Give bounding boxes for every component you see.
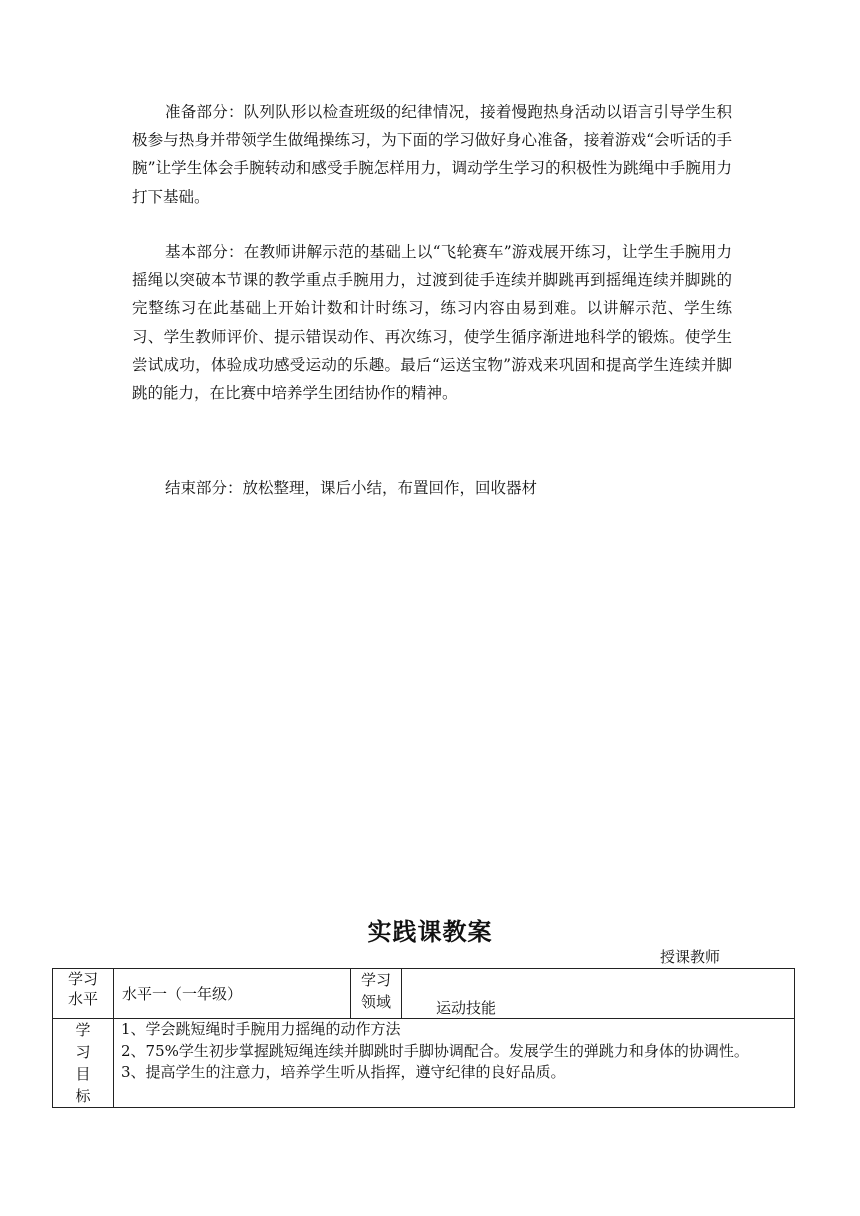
basic-part-paragraph: 基本部分：在教师讲解示范的基础上以“飞轮赛车”游戏展开练习，让学生手腕用力摇绳以突破本节课的教学重点手腕用力，过渡到徒手连续并脚跳再到摇绳连续并脚跳的完整练习在此基础上开始计数和计时练习，练习内容由易到难。以讲解示范、学生练习、学生教师评价、提示错误动作、再次练习，使学生循序渐进地科学的锻炼。使学生尝试成功，体验成功感受运动的乐趣。最后“运送宝物”游戏来巩固和提高学生连续并脚跳的能力，在比赛中培养学生团结协作的精神。 [132,243,732,403]
goals-label-char: 学 [75,1021,91,1039]
page-title: 实践课教案 [367,918,493,946]
goal-item: 2、75%学生初步掌握跳短绳连续并脚跳时手脚协调配合。发展学生的弹跳力和身体的协调性。 [121,1041,749,1060]
level-label-cell [53,969,114,1019]
level-label-line: 学习 [67,970,98,988]
table-row [53,1019,795,1108]
goals-cell [114,1019,795,1108]
lesson-plan-table [52,968,795,1108]
table-row [53,969,795,1019]
preparation-paragraph: 准备部分：队列队形以检查班级的纪律情况，接着慢跑热身活动以语言引导学生积极参与热身并带领学生做绳操练习，为下面的学习做好身心准备，接着游戏“会听话的手腕”让学生体会手腕转动和感受手腕怎样用力，调动学生学习的积极性为跳绳中手腕用力打下基础。 [132,103,732,206]
goals-label-cell [53,1019,114,1108]
domain-label-line: 学习 [360,971,391,989]
goals-label-char: 目 [75,1065,91,1083]
level-value: 水平一（一年级） [114,969,351,1019]
domain-label-line: 领域 [360,993,391,1011]
ending-paragraph: 结束部分：放松整理，课后小结，布置回作，回收器材 [165,479,538,497]
goal-item: 3、提高学生的注意力，培养学生听从指挥，遵守纪律的良好品质。 [121,1063,566,1081]
domain-value: 运动技能 [402,969,795,1019]
teacher-label: 授课教师 [660,948,721,966]
goal-item: 1、学会跳短绳时手腕用力摇绳的动作方法 [121,1020,401,1038]
level-label-line: 水平 [67,990,98,1008]
goals-label-char: 习 [75,1043,91,1061]
goals-label-char: 标 [75,1087,91,1105]
domain-label-cell [351,969,402,1019]
